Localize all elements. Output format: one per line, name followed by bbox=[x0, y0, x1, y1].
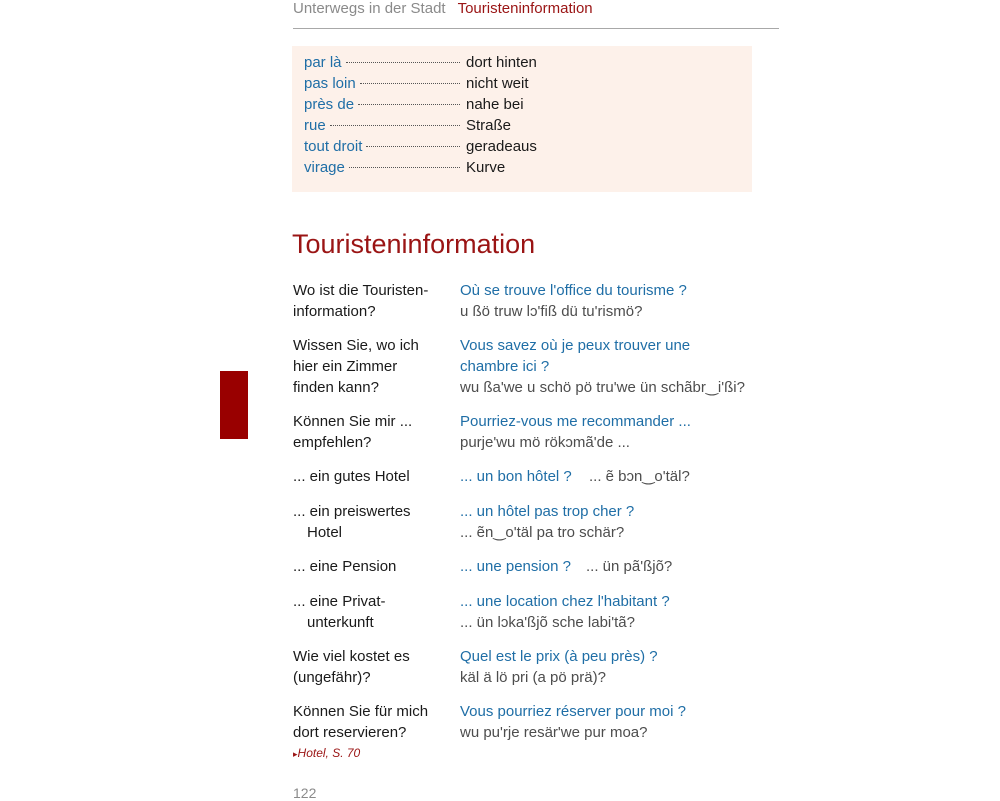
phrase-french-line: chambre ici ? bbox=[460, 358, 550, 375]
phrase-french-line: Où se trouve l'office du tourisme ? bbox=[460, 282, 687, 299]
phrase-german-line: (ungefähr)? bbox=[293, 669, 371, 686]
cross-reference-link[interactable] bbox=[293, 745, 360, 762]
dot-leader bbox=[366, 146, 460, 147]
phrase-german-line: empfehlen? bbox=[293, 434, 372, 451]
phrase-french-line: Vous savez où je peux trouver une bbox=[460, 337, 691, 354]
vocab-german: dort hinten bbox=[466, 54, 537, 71]
phrase-german-line: Wissen Sie, wo ich bbox=[293, 337, 419, 354]
vocab-row bbox=[304, 52, 744, 73]
cross-ref-arrow-icon: ▸ bbox=[293, 749, 298, 759]
vocab-row bbox=[304, 73, 744, 94]
vocab-german: nahe bei bbox=[466, 96, 524, 113]
phrase-pronunciation: ... ẽn‿o'täl pa tro schär? bbox=[460, 524, 625, 541]
phrase-pronunciation: ... ün pã'ßjõ? bbox=[586, 558, 673, 575]
vocab-row bbox=[304, 136, 744, 157]
phrase-pronunciation: ... ün lɔka'ßjõ sche labi'tã? bbox=[460, 614, 635, 631]
phrase-german-line: ... eine Privat- bbox=[293, 593, 386, 610]
page-number: 122 bbox=[293, 785, 317, 801]
phrase-german-line: Hotel bbox=[307, 524, 343, 541]
phrase-german-line: Können Sie für mich bbox=[293, 703, 429, 720]
dot-leader bbox=[358, 104, 460, 105]
phrase-pronunciation: wu pu'rje resär'we pur moa? bbox=[460, 724, 648, 741]
vocab-french: tout droit bbox=[304, 138, 363, 155]
running-header bbox=[293, 0, 779, 29]
vocab-german: Straße bbox=[466, 117, 512, 134]
vocab-french: près de bbox=[304, 96, 355, 113]
phrase-german-line: Wie viel kostet es bbox=[293, 648, 410, 665]
dot-leader bbox=[349, 167, 460, 168]
vocab-french: virage bbox=[304, 159, 345, 176]
vocab-french: pas loin bbox=[304, 75, 356, 92]
phrase-german-line: hier ein Zimmer bbox=[293, 358, 398, 375]
phrase-german-line: information? bbox=[293, 303, 376, 320]
chapter-tab-marker bbox=[220, 371, 248, 439]
phrase-french-line: ... une pension ? bbox=[460, 558, 571, 575]
phrase-german-line: ... eine Pension bbox=[293, 558, 397, 575]
phrase-german-line: Wo ist die Touristen- bbox=[293, 282, 429, 299]
phrase-pronunciation: wu ßa'we u schö pö tru'we ün schãbr‿i'ßi? bbox=[460, 379, 745, 396]
phrase-pronunciation: purje'wu mö rökɔmã'de ... bbox=[460, 434, 630, 451]
vocab-german: geradeaus bbox=[466, 138, 537, 155]
dot-leader bbox=[346, 62, 460, 63]
phrase-german-line: ... ein gutes Hotel bbox=[293, 468, 410, 485]
phrase-french-line: Pourriez-vous me recommander ... bbox=[460, 413, 691, 430]
header-section: Unterwegs in der Stadt bbox=[293, 0, 446, 17]
phrase-french-line: Quel est le prix (à peu près) ? bbox=[460, 648, 658, 665]
phrase-german-line: finden kann? bbox=[293, 379, 379, 396]
vocab-french: par là bbox=[304, 54, 342, 71]
vocab-german: nicht weit bbox=[466, 75, 529, 92]
vocab-german: Kurve bbox=[466, 159, 506, 176]
phrase-pronunciation: u ßö truw lɔ'fiß dü tu'rismö? bbox=[460, 303, 643, 320]
dot-leader bbox=[330, 125, 460, 126]
phrase-french-line: Vous pourriez réserver pour moi ? bbox=[460, 703, 686, 720]
vocab-row bbox=[304, 157, 744, 178]
vocab-row bbox=[304, 94, 744, 115]
phrase-german-line: unterkunft bbox=[307, 614, 374, 631]
phrase-french-line: ... un bon hôtel ? bbox=[460, 468, 572, 485]
header-topic: Touristeninformation bbox=[457, 0, 593, 17]
phrase-pronunciation: ... ẽ bɔn‿o'täl? bbox=[589, 468, 690, 485]
dot-leader bbox=[360, 83, 460, 84]
cross-reference-text: Hotel, S. 70 bbox=[297, 746, 361, 760]
phrase-german-line: dort reservieren? bbox=[293, 724, 407, 741]
phrase-french-line: ... un hôtel pas trop cher ? bbox=[460, 503, 635, 520]
phrase-german-line: Können Sie mir ... bbox=[293, 413, 413, 430]
phrase-german-line: ... ein preiswertes bbox=[293, 503, 411, 520]
vocabulary-box bbox=[292, 46, 752, 192]
phrase-pronunciation: käl ä lö pri (a pö prä)? bbox=[460, 669, 606, 686]
vocab-french: rue bbox=[304, 117, 326, 134]
phrase-french-line: ... une location chez l'habitant ? bbox=[460, 593, 670, 610]
section-title: Touristeninformation bbox=[292, 229, 536, 259]
vocab-row bbox=[304, 115, 744, 136]
